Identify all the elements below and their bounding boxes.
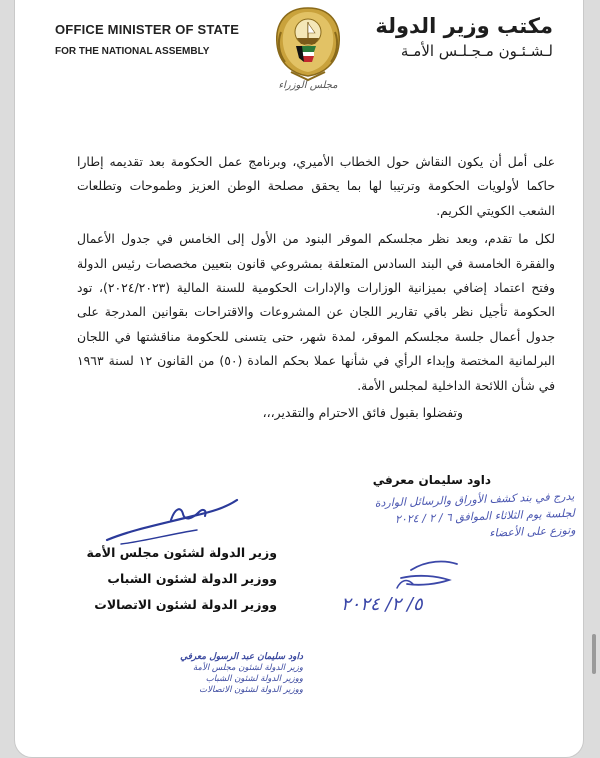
handwritten-line-2: لجلسة يوم الثلاثاء الموافق ٦ / ٢ / ٢٠٢٤ — [394, 506, 576, 526]
handwritten-annotation — [324, 488, 576, 548]
stamp-name: داود سليمان عبد الرسول معرفي — [180, 652, 303, 662]
stamp-line-2: ووزير الدولة لشئون الشباب — [205, 674, 303, 684]
stamp-line-1: وزير الدولة لشئون مجلس الأمة — [192, 663, 303, 673]
stamp-line-3: ووزير الدولة لشئون الاتصالات — [199, 685, 303, 695]
vertical-scrollbar[interactable] — [592, 634, 596, 674]
closing-line: وتفضلوا بقبول فائق الاحترام والتقدير،،، — [262, 405, 463, 421]
signatory-name: داود سليمان معرفي — [372, 473, 491, 487]
handwritten-date: ٥/ ٢/ ٢٠٢٤ — [341, 594, 423, 615]
office-title-ar: مكتب وزير الدولة — [375, 14, 553, 38]
title-line-2: ووزير الدولة لشئون الشباب — [107, 571, 277, 586]
official-stamp — [133, 652, 303, 708]
english-header — [55, 22, 239, 57]
signatory-titles — [47, 540, 277, 618]
office-subtitle-en: FOR THE NATIONAL ASSEMBLY — [55, 46, 210, 57]
handwritten-line-1: يدرج في بند كشف الأوراق والرسائل الواردة — [374, 489, 575, 510]
handwritten-line-3: وتوزع على الأعضاء — [489, 523, 576, 540]
letter-page — [14, 0, 584, 758]
letter-body — [77, 150, 555, 425]
arabic-header — [375, 14, 553, 60]
office-title-en: OFFICE MINISTER OF STATE — [55, 22, 240, 37]
title-line-1: وزير الدولة لشئون مجلس الأمة — [86, 545, 277, 560]
body-paragraph-1: على أمل أن يكون النقاش حول الخطاب الأميري، وبرنامج عمل الحكومة بعد تقديمه إطارا حاكما لأولويات الحكومة وترتيبا لها بما يحقق مصلحة الوطن العزيز وطموحات وتطلعات الشعب الكويتي الكريم. — [77, 154, 555, 218]
emblem-label: مجلس الوزراء — [278, 80, 338, 91]
body-paragraph-2: لكل ما تقدم، وبعد نظر مجلسكم الموقر البنود من الأول إلى الخامس في جدول الأعمال والفقرة الخامسة في البند السادس المتعلقة بمشروعي قانون بتعيين مخصصات رئيس الدولة وفتح اعتماد إضافي بميزانية الوزارات والإدارات الحكومية للسنة المالية (٢٠٢٤/٢٠٢٣)، تود الحكومة تأجيل نظر باقي تقارير اللجان عن المشروعات والاقتراحات بقوانين المدرجة على جدول أعمال جلسة مجلسكم الموقر، لمدة شهر، حتى يتسنى للحكومة مناقشتها في اللجان البرلمانية المختصة وإبداء الرأي في شأنها عملا بحكم المادة (٥٠) من القانون ١٢ لسنة ١٩٦٣ في شأن اللائحة الداخلية لمجلس الأمة. — [77, 231, 555, 393]
office-subtitle-ar: لـشـئـون مـجـلـس الأمـة — [400, 42, 553, 60]
title-line-3: ووزير الدولة لشئون الاتصالات — [94, 597, 277, 612]
